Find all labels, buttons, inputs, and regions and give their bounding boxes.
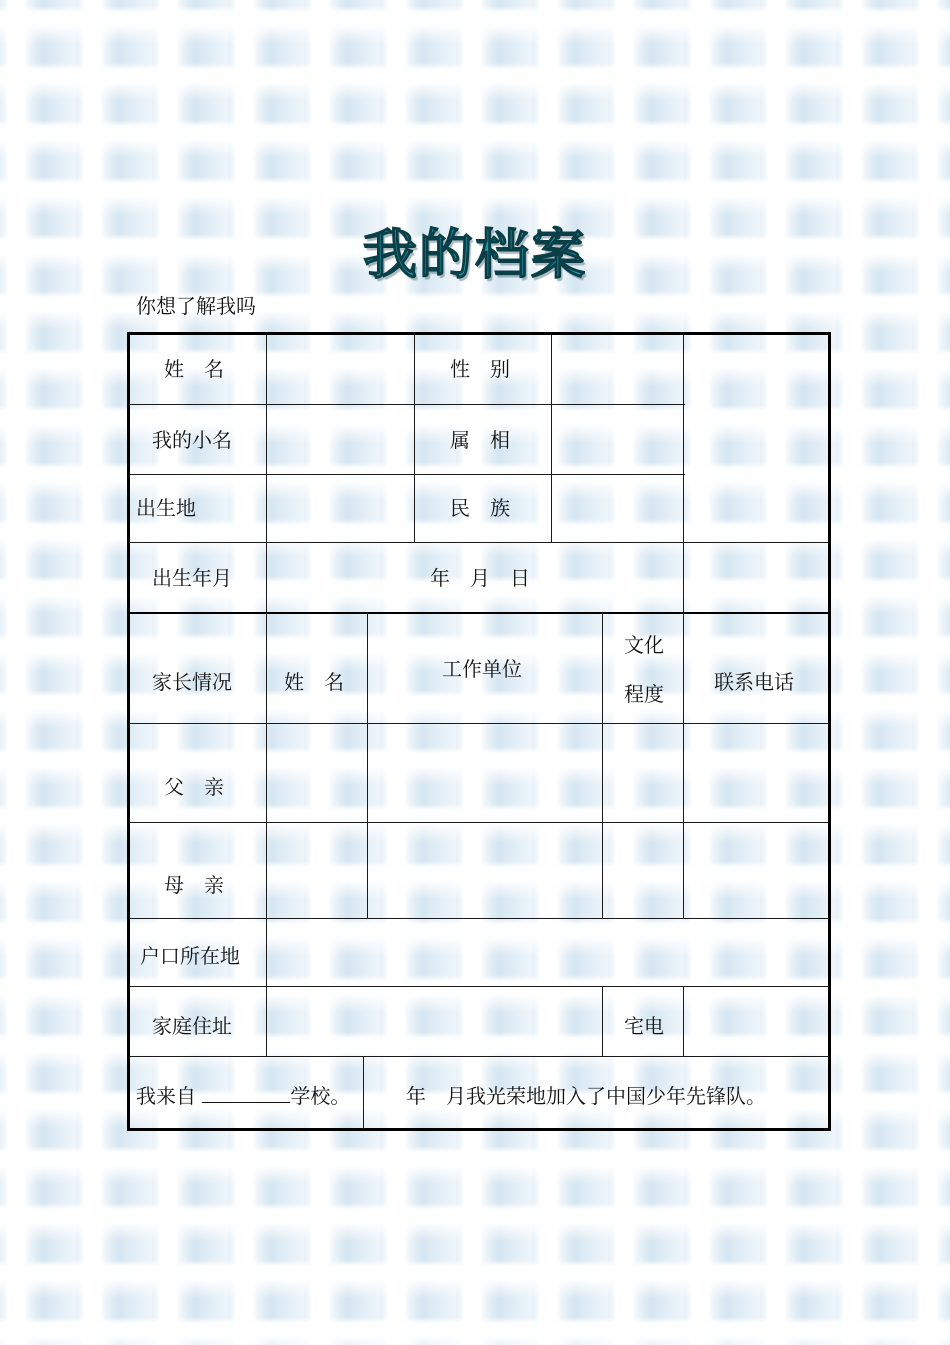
- column-divider: [367, 612, 368, 918]
- gender-label: 性 别: [450, 357, 510, 381]
- school-blank-line[interactable]: [202, 1084, 290, 1103]
- subtitle: 你想了解我吗: [136, 294, 256, 318]
- school-statement: [136, 1084, 350, 1108]
- column-divider: [363, 1056, 364, 1129]
- column-divider: [414, 335, 415, 542]
- mother-label: 母 亲: [164, 873, 224, 897]
- column-divider: [266, 335, 267, 1056]
- workplace-header: 工作单位: [442, 657, 522, 681]
- column-divider: [602, 986, 603, 1056]
- profile-form: [127, 332, 831, 1131]
- family-section-label: 家长情况: [152, 670, 232, 694]
- row-divider: [130, 404, 685, 405]
- row-divider: [130, 723, 828, 724]
- school-suffix: 学校。: [290, 1084, 351, 1108]
- column-divider: [602, 612, 603, 918]
- column-divider: [551, 335, 552, 542]
- birthplace-label: 出生地: [136, 496, 196, 520]
- row-divider: [130, 822, 828, 823]
- row-divider: [130, 918, 828, 919]
- birthdate-label: 出生年月: [152, 566, 232, 590]
- row-divider: [130, 474, 685, 475]
- parent-name-header: 姓 名: [284, 670, 344, 694]
- birthdate-format: 年 月 日: [430, 566, 530, 590]
- column-divider: [683, 335, 684, 918]
- school-prefix: 我来自: [136, 1084, 196, 1108]
- home-phone-label: 宅电: [624, 1014, 664, 1038]
- pioneer-statement: 年 月我光荣地加入了中国少年先锋队。: [406, 1084, 766, 1108]
- phone-header: 联系电话: [714, 670, 794, 694]
- page-title: 我的档案: [363, 222, 587, 286]
- section-divider: [130, 612, 828, 614]
- nickname-label: 我的小名: [152, 428, 232, 452]
- home-address-label: 家庭住址: [152, 1014, 232, 1038]
- row-divider: [130, 542, 828, 543]
- ethnicity-label: 民 族: [450, 496, 510, 520]
- name-label: 姓 名: [164, 357, 224, 381]
- column-divider: [683, 986, 684, 1056]
- zodiac-label: 属 相: [450, 428, 510, 452]
- education-header-line1: 文化: [624, 633, 664, 657]
- row-divider: [130, 986, 828, 987]
- education-header-line2: 程度: [624, 682, 664, 706]
- father-label: 父 亲: [164, 775, 224, 799]
- row-divider: [130, 1056, 828, 1057]
- hukou-label: 户口所在地: [140, 944, 240, 968]
